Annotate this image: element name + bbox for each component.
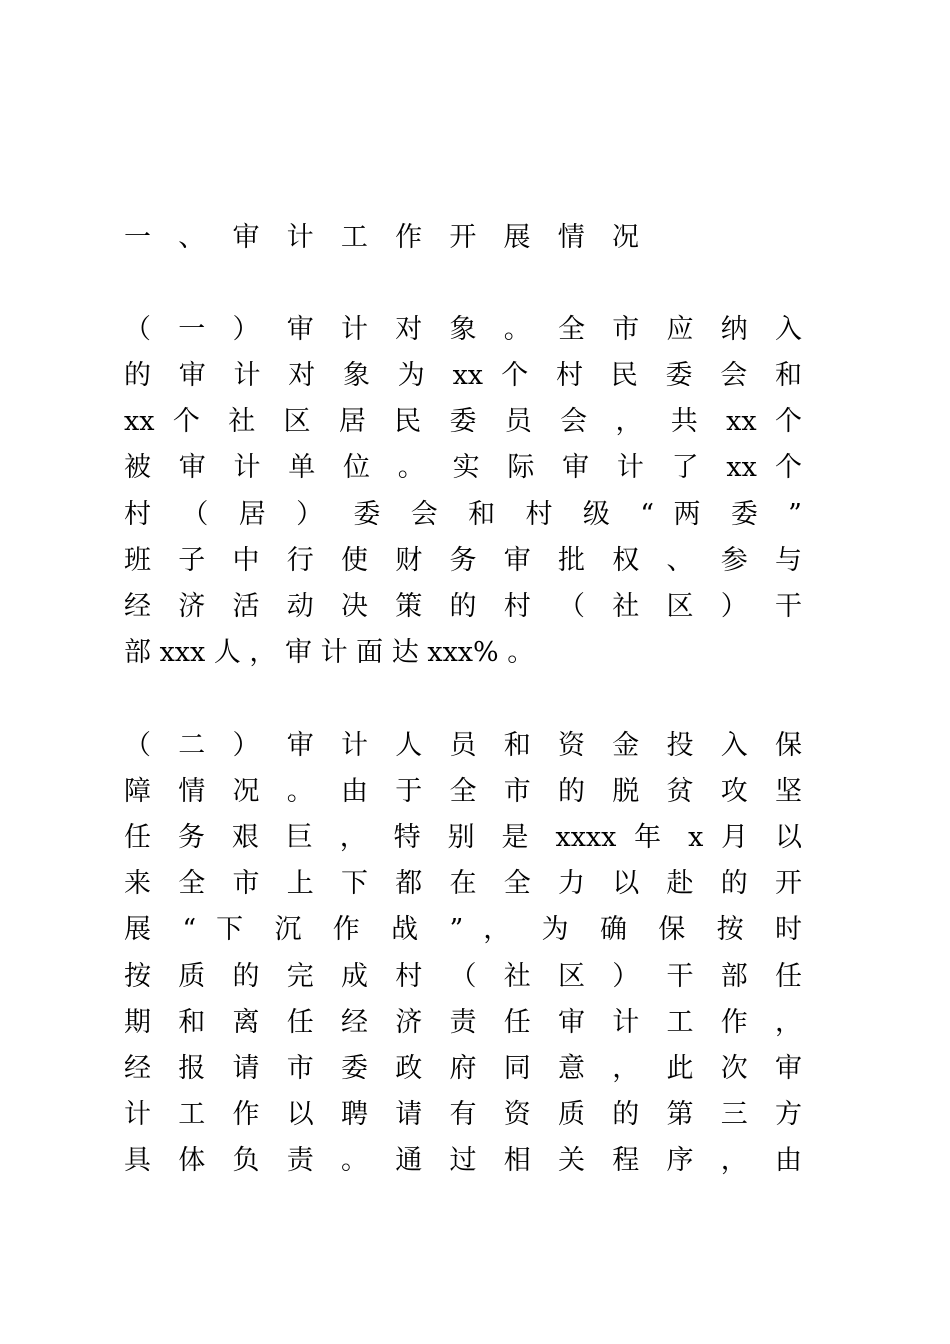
paragraph-line: 的 审 计 对 象 为 xx 个 村 民 委 会 和 [124,360,802,391]
paragraph-line: 障 情 况 。 由 于 全 市 的 脱 贫 攻 坚 [124,776,802,807]
paragraph-line: 经 济 活 动 决 策 的 村 （ 社 区 ） 干 [124,591,802,622]
paragraph-line: 班 子 中 行 使 财 务 审 批 权 、 参 与 [124,545,802,576]
paragraph-line: 期 和 离 任 经 济 责 任 审 计 工 作 ， [124,1007,802,1038]
paragraph-line: 计 工 作 以 聘 请 有 资 质 的 第 三 方 [124,1099,802,1130]
paragraph-line: 按 质 的 完 成 村 （ 社 区 ） 干 部 任 [124,961,802,992]
paragraph-line: 来 全 市 上 下 都 在 全 力 以 赴 的 开 [124,868,802,899]
paragraph-line: 部 xxx 人 ， 审 计 面 达 xxx% 。 [124,637,535,668]
section-heading: 一 、 审 计 工 作 开 展 情 况 [124,222,639,253]
paragraph-line: 任 务 艰 巨 ， 特 别 是 xxxx 年 x 月 以 [124,822,803,853]
paragraph-line: xx 个 社 区 居 民 委 员 会 ， 共 xx 个 [124,406,802,437]
paragraph-line: 具 体 负 责 。 通 过 相 关 程 序 ， 由 [124,1145,802,1176]
paragraph-line: （ 二 ） 审 计 人 员 和 资 金 投 入 保 [124,730,802,761]
paragraph-line: 经 报 请 市 委 政 府 同 意 ， 此 次 审 [124,1053,802,1084]
paragraph-line: 村 （ 居 ） 委 会 和 村 级 “ 两 委 ” [124,499,802,530]
paragraph-line: 被 审 计 单 位 。 实 际 审 计 了 xx 个 [124,452,802,483]
paragraph-line: （ 一 ） 审 计 对 象 。 全 市 应 纳 入 [124,314,802,345]
paragraph-line: 展 “ 下 沉 作 战 ” ， 为 确 保 按 时 [124,914,802,945]
